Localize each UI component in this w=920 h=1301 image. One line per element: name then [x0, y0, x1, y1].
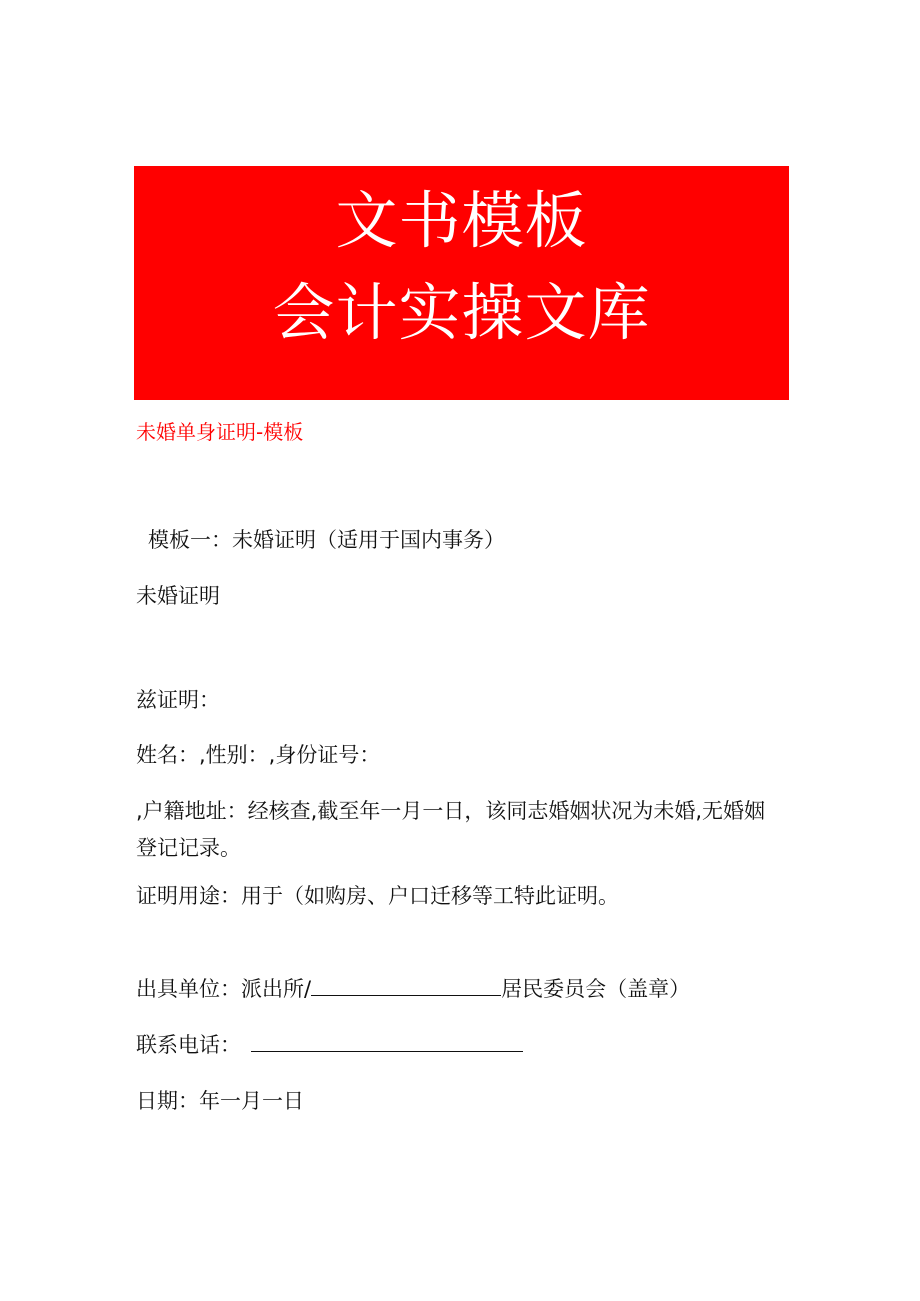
issuer-suffix: 居民委员会（盖章）: [501, 977, 691, 1001]
issuer-blank[interactable]: [311, 977, 501, 996]
date-line: 日期：年一月一日: [136, 1089, 304, 1113]
banner-title: 文书模板: [335, 184, 588, 257]
template-heading: 模板一：未婚证明（适用于国内事务）: [148, 528, 505, 552]
status-statement: ,户籍地址：经核查,截至年一月一日，该同志婚姻状况为未婚,无婚姻登记记录。: [136, 799, 766, 860]
phone-line: [136, 1033, 523, 1058]
header-banner: [134, 166, 789, 400]
identity-line: 姓名：,性别：,身份证号：: [136, 743, 381, 767]
phone-label: 联系电话：: [136, 1033, 241, 1057]
document-title: 未婚单身证明-模板: [136, 420, 304, 444]
purpose-line: 证明用途：用于（如购房、户口迁移等工特此证明。: [136, 884, 619, 908]
banner-subtitle: 会计实操文库: [272, 276, 651, 349]
phone-blank[interactable]: [251, 1033, 523, 1052]
issuer-prefix: 出具单位：派出所/: [136, 977, 312, 1001]
issuer-line: [136, 977, 690, 1002]
certificate-title: 未婚证明: [136, 584, 220, 608]
hereby-certify-line: 兹证明：: [136, 688, 220, 712]
